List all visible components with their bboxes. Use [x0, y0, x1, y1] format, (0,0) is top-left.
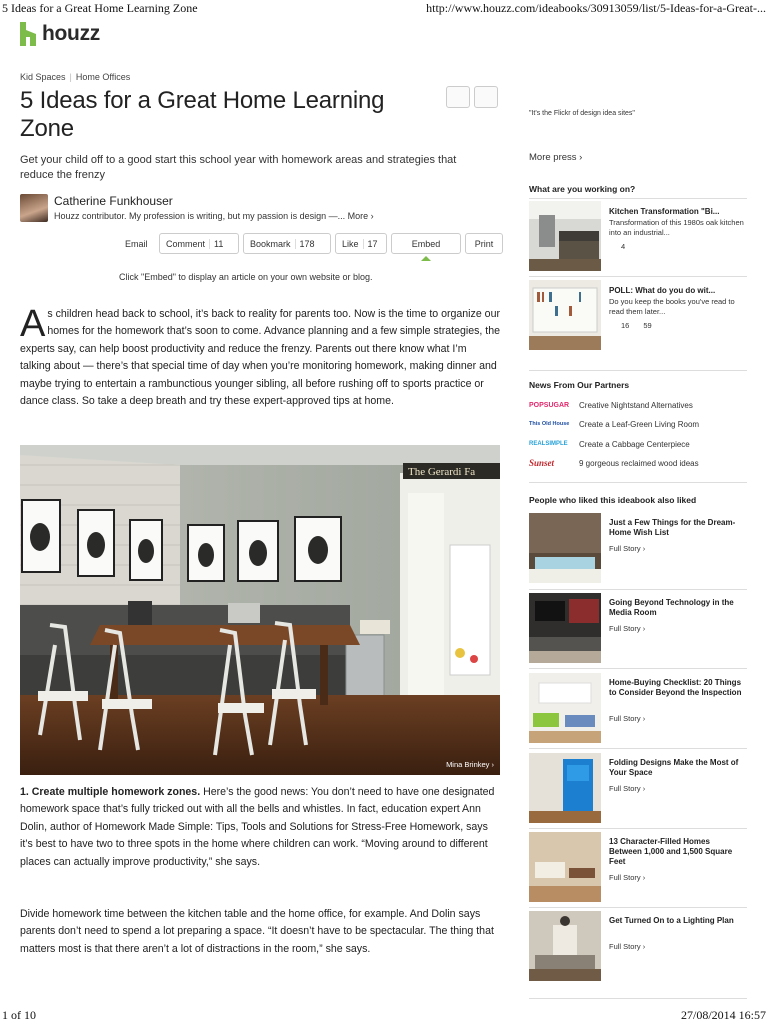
article-main — [20, 72, 502, 222]
avatar[interactable] — [20, 194, 48, 222]
liked-item[interactable] — [529, 753, 747, 823]
press-quote: "It's the Flickr of design idea sites" — [529, 110, 635, 117]
like-label: Like — [342, 238, 359, 249]
brand-name: houzz — [42, 22, 100, 45]
this-old-house-logo: This Old House — [529, 421, 570, 427]
divider — [529, 589, 747, 590]
like-button[interactable] — [335, 233, 387, 254]
liked-item[interactable] — [529, 593, 747, 663]
working-on-counts — [621, 242, 625, 251]
liked-item-title: Get Turned On to a Lighting Plan — [609, 916, 734, 925]
houzz-logo-icon — [20, 22, 36, 46]
comment-button[interactable] — [159, 233, 239, 254]
full-story-link[interactable]: Full Story › — [609, 784, 646, 793]
breadcrumb — [20, 72, 502, 82]
full-story-link[interactable]: Full Story › — [609, 544, 646, 553]
breadcrumb-home-offices[interactable]: Home Offices — [75, 72, 131, 82]
email-button[interactable]: Email — [125, 238, 148, 249]
print-date: 27/08/2014 16:57 — [680, 1008, 766, 1022]
action-icon[interactable] — [474, 86, 498, 108]
folding-designs-thumbnail — [529, 753, 601, 823]
working-on-desc: Transformation of this 1980s oak kitchen into an industrial... — [609, 218, 744, 237]
print-header — [0, 0, 768, 16]
section-1-text: Here’s the good news: You don’t need to have one designated homework space that’s fully tricked out with all the bells and whistles. In fact, education expert Ann Dolin, author of Homework Made Simple: Tips, Tools and Solutions for Stress-Free Homework, says it’s best to have two to three spots in the home where children can work. “Moving around to different places can actually improve productivity,” she says. — [20, 786, 495, 868]
breadcrumb-separator: | — [69, 72, 72, 82]
partner-link[interactable] — [529, 437, 690, 451]
liked-heading: People who liked this ideabook also liked — [529, 495, 697, 505]
count: 59 — [643, 321, 652, 330]
more-press-link[interactable]: More press › — [529, 152, 583, 163]
bookmark-label: Bookmark — [250, 238, 291, 249]
working-on-item[interactable] — [529, 280, 747, 350]
author-bio-text: Houzz contributor. My profession is writing, but my passion is design —... — [54, 211, 346, 221]
embed-indicator — [421, 256, 431, 261]
embed-note: Click "Embed" to display an article on your own website or blog. — [119, 272, 373, 282]
comment-label: Comment — [166, 238, 206, 249]
bookmark-button[interactable] — [243, 233, 331, 254]
share-bar — [125, 233, 503, 254]
count: 16 — [621, 321, 630, 330]
divider — [529, 828, 747, 829]
print-label: Print — [474, 238, 494, 249]
working-on-title: POLL: What do you do wit... — [609, 286, 716, 295]
like-count: 17 — [363, 239, 378, 249]
partner-link-text: Create a Cabbage Centerpiece — [579, 439, 690, 449]
divider — [529, 276, 747, 277]
liked-item[interactable] — [529, 513, 747, 583]
working-on-item[interactable] — [529, 201, 747, 271]
liked-item-title: Just a Few Things for the Dream-Home Wish List — [609, 518, 736, 537]
liked-item[interactable] — [529, 911, 747, 981]
article-photo[interactable] — [20, 445, 500, 775]
divider — [529, 907, 747, 908]
working-on-counts — [621, 321, 652, 330]
divider — [529, 482, 747, 483]
print-page-title: 5 Ideas for a Great Home Learning Zone — [2, 1, 198, 15]
print-footer — [0, 1006, 768, 1024]
liked-item-title: 13 Character-Filled Homes Between 1,000 and 1,500 Square Feet — [609, 837, 733, 866]
author-name[interactable]: Catherine Funkhouser — [54, 194, 173, 208]
title-action-icons — [446, 86, 498, 108]
full-story-link[interactable]: Full Story › — [609, 873, 646, 882]
photo-credit[interactable]: Mina Brinkey › — [446, 760, 494, 769]
realsimple-logo: REALSIMPLE — [529, 441, 568, 447]
partners-heading: News From Our Partners — [529, 380, 630, 390]
author-more-link[interactable]: More › — [347, 211, 374, 221]
liked-item-title: Home-Buying Checklist: 20 Things to Consider Beyond the Inspection — [609, 678, 742, 697]
partner-link-text: 9 gorgeous reclaimed wood ideas — [579, 458, 699, 468]
print-button[interactable] — [465, 233, 503, 254]
breadcrumb-kid-spaces[interactable]: Kid Spaces — [20, 72, 66, 82]
full-story-link[interactable]: Full Story › — [609, 942, 646, 951]
houzz-logo[interactable] — [20, 22, 100, 46]
embed-button[interactable] — [391, 233, 461, 254]
author-bio — [54, 211, 374, 221]
comment-count: 11 — [209, 239, 223, 249]
kitchen-thumbnail — [529, 201, 601, 271]
divider — [529, 370, 747, 371]
character-homes-thumbnail — [529, 832, 601, 902]
dream-home-thumbnail — [529, 513, 601, 583]
print-page-url: http://www.houzz.com/ideabooks/30913059/list/5-Ideas-for-a-Great-... — [426, 1, 766, 15]
kitchen-nook-image — [20, 445, 500, 775]
page-number: 1 of 10 — [2, 1008, 36, 1022]
bookshelf-thumbnail — [529, 280, 601, 350]
sunset-logo: Sunset — [529, 458, 555, 468]
section-1 — [20, 784, 500, 871]
count: 4 — [621, 242, 626, 251]
partner-link[interactable] — [529, 456, 699, 470]
liked-item-title: Going Beyond Technology in the Media Room — [609, 598, 734, 617]
popsugar-logo: POPSUGAR — [529, 401, 570, 409]
embed-label: Embed — [411, 238, 441, 249]
drop-cap: A — [20, 303, 46, 345]
section-2: Divide homework time between the kitchen table and the home office, for example. And Dolin says parents don’t need to spend a lot preparing a space. “It doesn’t have to be spectacular. The thing that matters most is that there aren’t a lot of distractions in the room,” she says. — [20, 908, 494, 955]
divider — [529, 668, 747, 669]
wall-sign-text: The Gerardi Fa — [408, 466, 476, 478]
full-story-link[interactable]: Full Story › — [609, 714, 646, 723]
partner-link[interactable] — [529, 398, 693, 412]
article-subtitle: Get your child off to a good start this school year with homework areas and strategies that reduce the frenzy — [20, 154, 457, 181]
working-on-title: Kitchen Transformation "Bi... — [609, 207, 720, 216]
working-on-heading: What are you working on? — [529, 184, 636, 194]
page-title: 5 Ideas for a Great Home Learning Zone — [20, 87, 385, 142]
lighting-plan-thumbnail — [529, 911, 601, 981]
liked-item[interactable] — [529, 673, 747, 743]
partner-link-text: Create a Leaf-Green Living Room — [579, 419, 700, 429]
media-room-thumbnail — [529, 593, 601, 663]
author-block — [20, 194, 502, 222]
bookmark-count: 178 — [295, 239, 315, 249]
divider — [529, 748, 747, 749]
divider — [529, 198, 747, 199]
full-story-link[interactable]: Full Story › — [609, 624, 646, 633]
section-1-heading: 1. Create multiple homework zones. — [20, 786, 201, 798]
working-on-desc: Do you keep the books you've read to read them later... — [609, 297, 735, 316]
action-icon[interactable] — [446, 86, 470, 108]
intro-text: s children head back to school, it’s back to reality for parents too. Now is the time to organize our homes for the homework that’s soon to come. Advance planning and a few simple strategies, the experts say, can help boost productivity and reduce the frenzy. Parents out there know what I’m talking about — there’s that special time of day when you’re monitoring homework, making dinner and maybe trying to entertain a rambunctious younger sibling, all before rushing off to sports practice or dance class. So take a deep breath and try these expert-approved tips at home. — [20, 308, 501, 408]
article-intro — [20, 303, 501, 410]
living-room-thumbnail — [529, 673, 601, 743]
liked-item-title: Folding Designs Make the Most of Your Space — [609, 758, 739, 777]
partner-link-text: Creative Nightstand Alternatives — [579, 400, 693, 410]
divider — [529, 998, 747, 999]
partner-link[interactable] — [529, 417, 699, 431]
liked-item[interactable] — [529, 832, 747, 902]
